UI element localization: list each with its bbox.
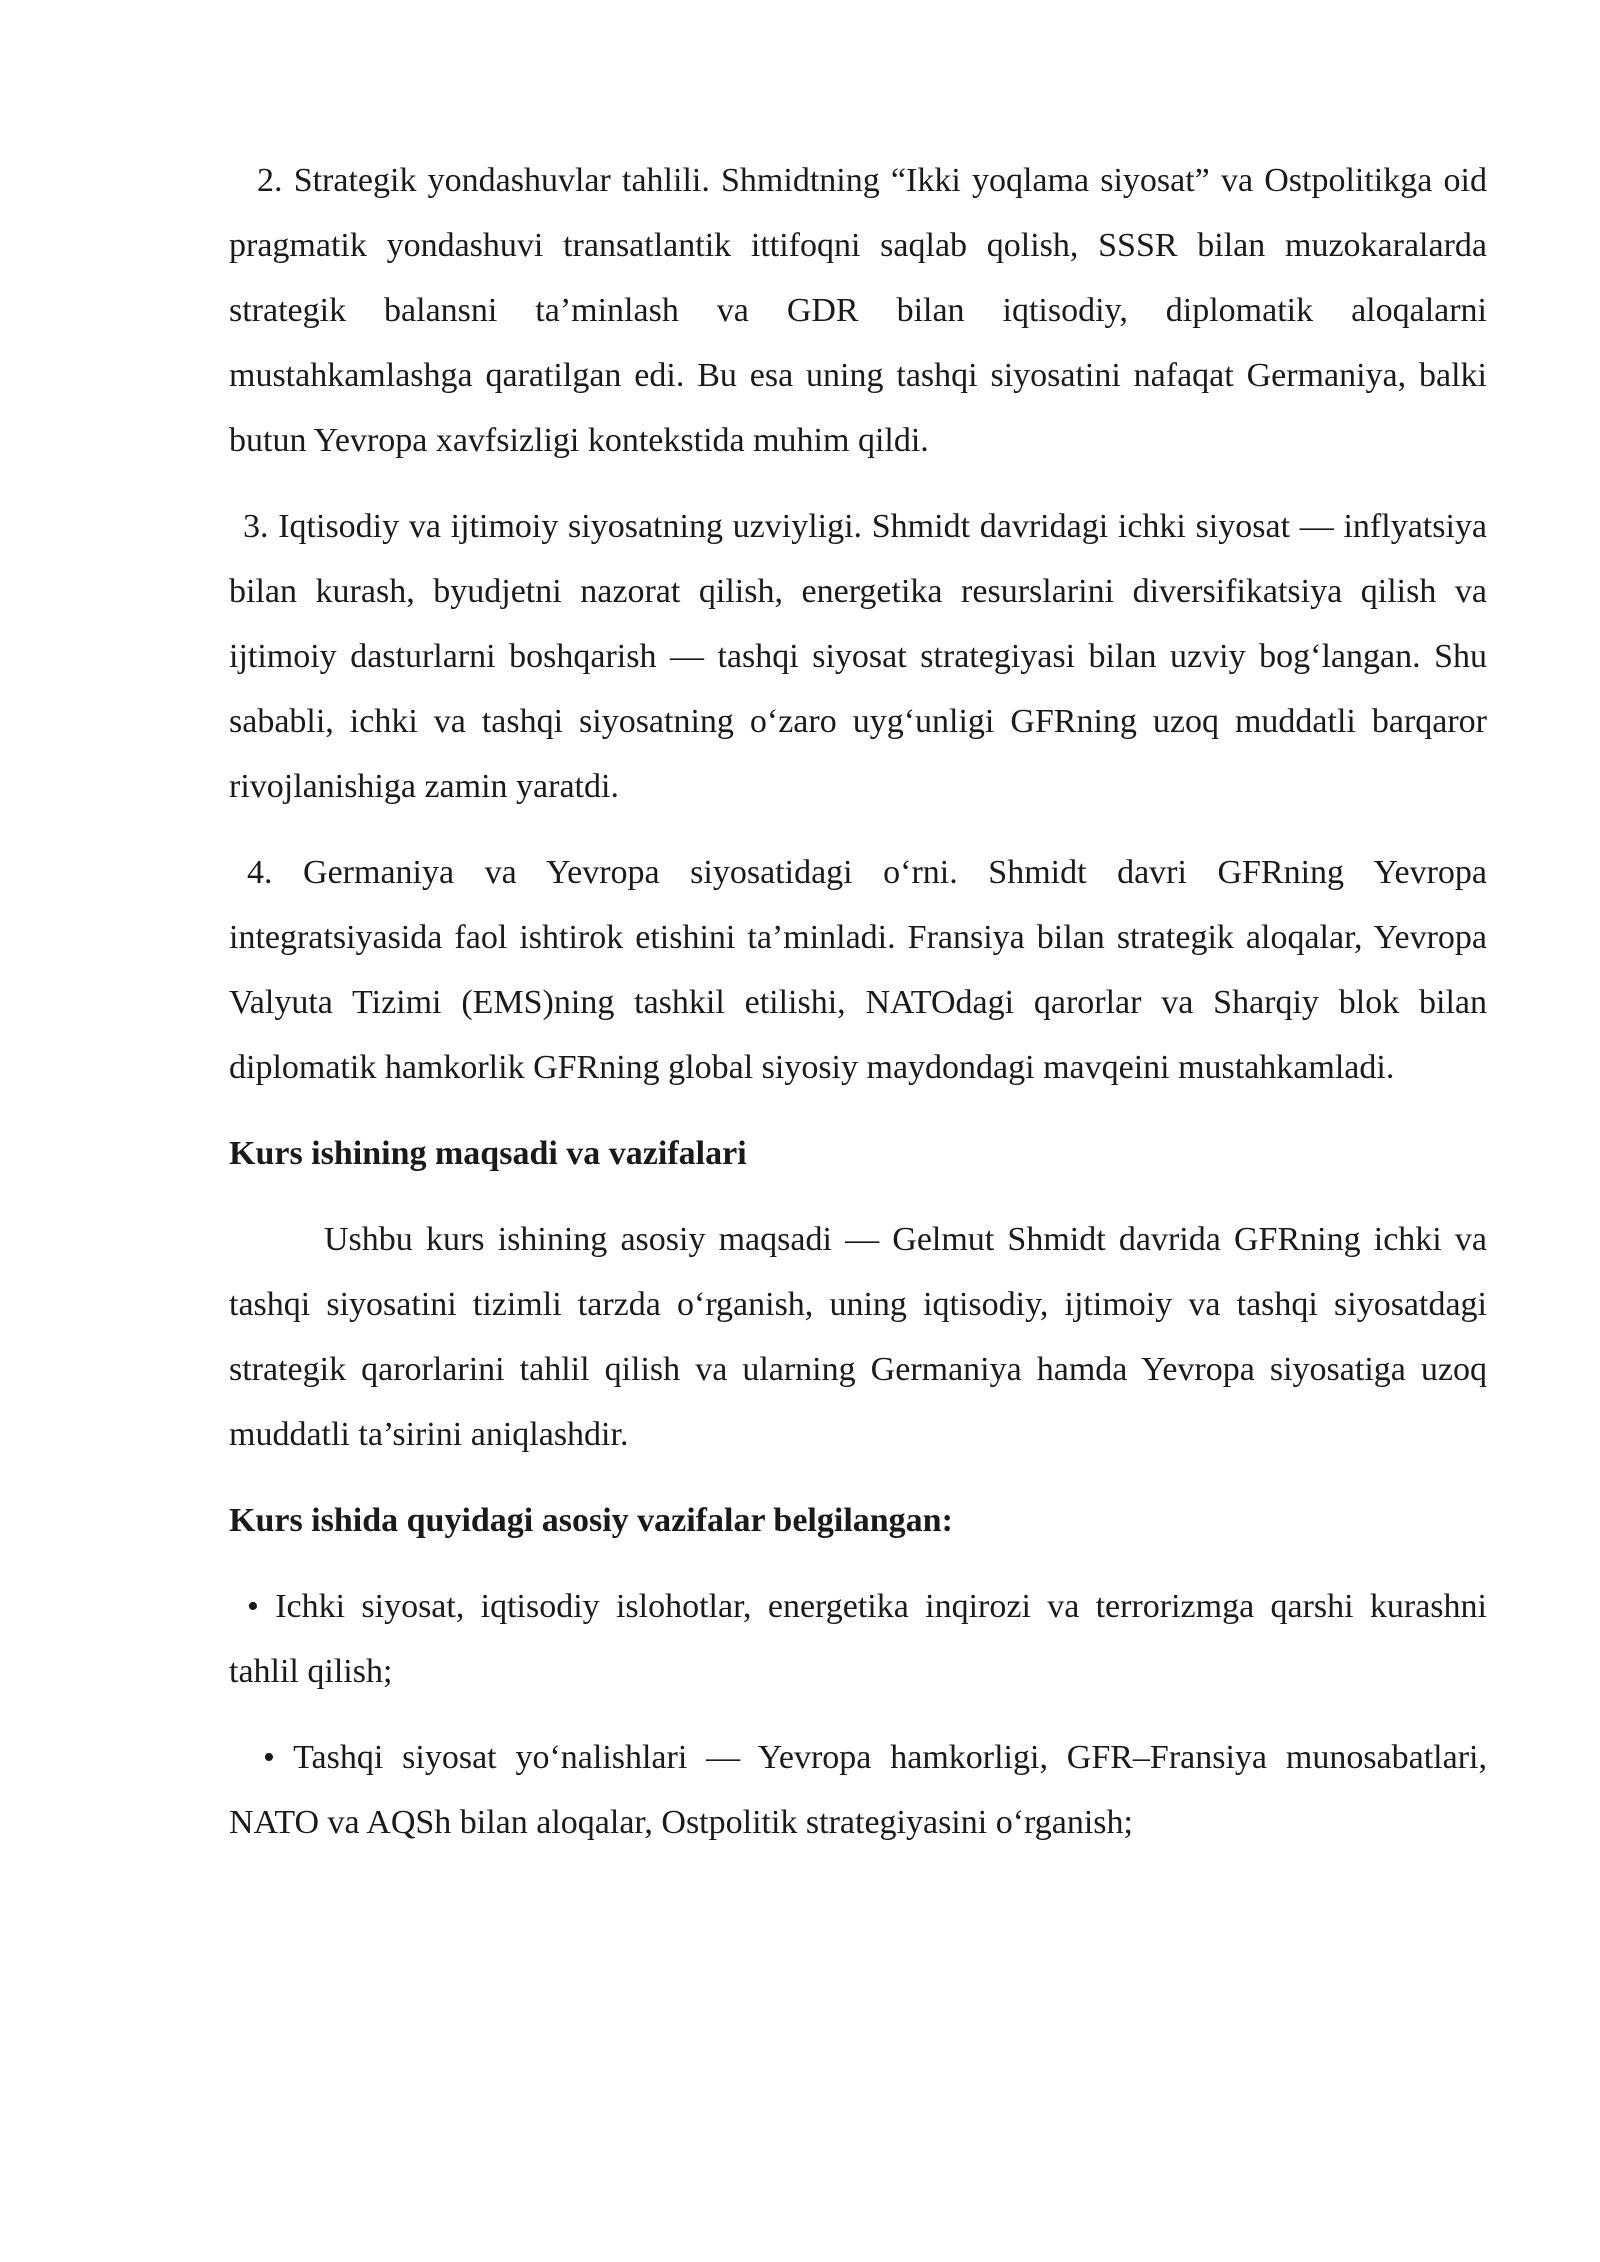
paragraph-germany-europe-role: 4. Germaniya va Yevropa siyosatidagi o‘rni. Shmidt davri GFRning Yevropa integratsiyasida faol ishtirok etishini ta’minladi. Fransiya bilan strategik aloqalar, Yevropa Valyuta Tizimi (EMS)ning tashkil etilishi, NATOdagi qarorlar va Sharqiy blok bilan diplomatik hamkorlik GFRning global siyosiy maydondagi mavqeini mustahkamladi. (229, 854, 1487, 1086)
document-page (229, 148, 1487, 1855)
paragraph-spacer (229, 1704, 1487, 1725)
heading-goals: Kurs ishining maqsadi va vazifalari (229, 1135, 747, 1172)
paragraph-course-aim: Ushbu kurs ishining asosiy maqsadi — Gelmut Shmidt davrida GFRning ichki va tashqi siyosatini tizimli tarzda o‘rganish, uning iqtisodiy, ijtimoiy va tashqi siyosatdagi strategik qarorlarini tahlil qilish va ularning Germaniya hamda Yevropa siyosatiga uzoq muddatli ta’sirini aniqlashdir. (229, 1221, 1487, 1453)
bullet-item-domestic-policy: • Ichki siyosat, iqtisodiy islohotlar, energetika inqirozi va terrorizmga qarshi kurashni tahlil qilish; (229, 1588, 1487, 1690)
bullet-item-foreign-policy: • Tashqi siyosat yo‘nalishlari — Yevropa hamkorligi, GFR–Fransiya munosabatlari, NATO va AQSh bilan aloqalar, Ostpolitik strategiyasini o‘rganish; (229, 1739, 1487, 1841)
paragraph-spacer (229, 1553, 1487, 1574)
paragraph-spacer (229, 1467, 1487, 1488)
paragraph-strategic-approaches: 2. Strategik yondashuvlar tahlili. Shmidtning “Ikki yoqlama siyosat” va Ostpolitikga oid pragmatik yondashuvi transatlantik ittifoqni saqlab qolish, SSSR bilan muzokaralarda strategik balansni ta’minlash va GDR bilan iqtisodiy, diplomatik aloqalarni mustahkamlashga qaratilgan edi. Bu esa uning tashqi siyosatini nafaqat Germaniya, balki butun Yevropa xavfsizligi kontekstida muhim qildi. (229, 162, 1487, 459)
paragraph-spacer (229, 473, 1487, 494)
paragraph-spacer (229, 819, 1487, 840)
paragraph-spacer (229, 1100, 1487, 1121)
paragraph-economic-social-policy: 3. Iqtisodiy va ijtimoiy siyosatning uzviyligi. Shmidt davridagi ichki siyosat — inflyatsiya bilan kurash, byudjetni nazorat qilish, energetika resurslarini diversifikatsiya qilish va ijtimoiy dasturlarni boshqarish — tashqi siyosat strategiyasi bilan uzviy bog‘langan. Shu sababli, ichki va tashqi siyosatning o‘zaro uyg‘unligi GFRning uzoq muddatli barqaror rivojlanishiga zamin yaratdi. (229, 508, 1487, 805)
heading-tasks: Kurs ishida quyidagi asosiy vazifalar belgilangan: (229, 1502, 953, 1539)
paragraph-spacer (229, 1186, 1487, 1207)
